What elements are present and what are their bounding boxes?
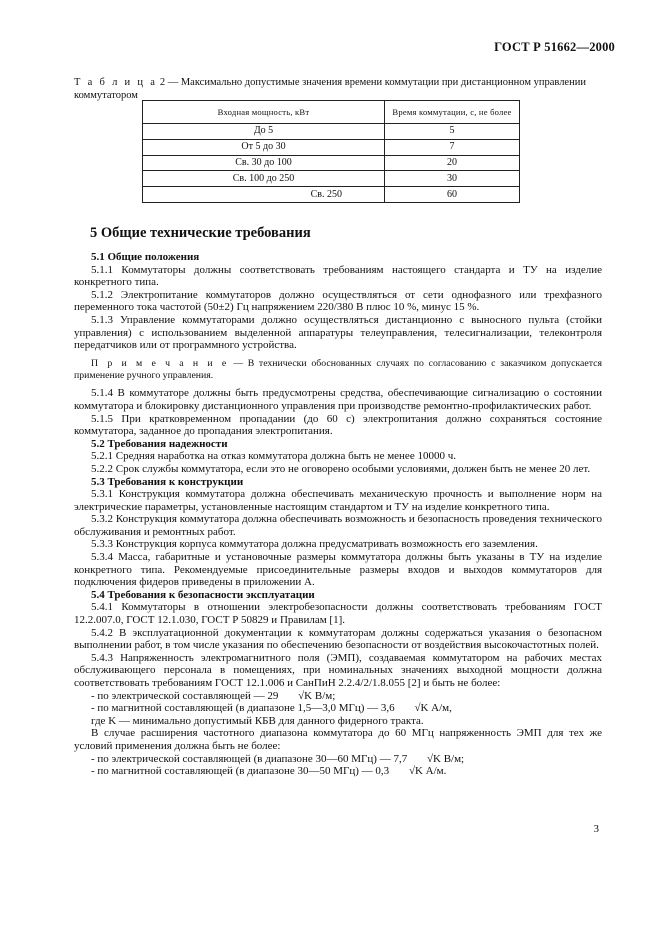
section-title: 5 Общие технические требования [90, 225, 311, 241]
list-item [74, 765, 602, 778]
list-item-unit: А/м, [428, 702, 452, 715]
table-row [143, 155, 520, 171]
list-item [74, 753, 602, 766]
list-item-text: - по электрической составляющей (в диапазоне 30—60 МГц) — 7,7 [91, 752, 410, 765]
body-text [74, 251, 602, 778]
table-caption [74, 77, 594, 102]
list-item [74, 690, 602, 703]
col-header-power: Входная мощность, кВт [143, 101, 385, 124]
cell-power: Св. 250 [143, 187, 385, 203]
paragraph: 5.1.2 Электропитание коммутаторов должно осуществляться от сети однофазного или трехфазного переменного тока частотой (50±2) Гц напряжением 220/380 В плюс 10 %, минус 15 %. [74, 288, 602, 314]
switching-time-table [142, 100, 520, 203]
paragraph: 5.3.3 Конструкция корпуса коммутатора должна предусматривать возможность его заземления. [91, 538, 538, 551]
list-item-text: - по электрической составляющей — 29 [91, 689, 282, 702]
cell-time: 60 [385, 187, 520, 203]
paragraph: 5.3.1 Конструкция коммутатора должна обеспечивать механическую прочность и выполнение норм на электрические параметры, установленные настоящим стандартом и ТУ на изделие конкретного типа. [74, 488, 602, 513]
list-item-unit: В/м; [312, 689, 336, 702]
subsection-heading: 5.3 Требования к конструкции [91, 475, 244, 488]
sqrt-k-formula: √K [426, 752, 441, 765]
list-item-unit: В/м; [440, 752, 465, 765]
table-caption-text: 2 — Максимально допустимые значения времени коммутации при дистанционном управлении коммутатором [74, 77, 586, 101]
cell-time: 20 [385, 155, 520, 171]
cell-time: 5 [385, 124, 520, 140]
paragraph: 5.1.3 Управление коммутаторами должно осуществляться дистанционно с выносного пульта (стойки управления) с использованием выделенной аппаратуры телеуправления, телесигнализации, телеконтроля передатчиков или от программного устройства. [74, 313, 602, 352]
list-item-text: - по магнитной составляющей (в диапазоне 30—50 МГц) — 0,3 [91, 765, 392, 778]
col-header-time: Время коммутации, с, не более [385, 101, 520, 124]
paragraph: 5.3.4 Масса, габаритные и установочные размеры коммутатора должны быть указаны в ТУ на изделие конкретного типа. Рекомендуемые присоединительные размеры входов и выходов коммутаторов для подключения фидеров приведены в приложении А. [74, 551, 602, 589]
cell-time: 7 [385, 139, 520, 155]
subsection-heading: 5.4 Требования к безопасности эксплуатации [91, 588, 315, 601]
subsection-heading: 5.2 Требования надежности [91, 437, 228, 450]
paragraph: 5.1.5 При кратковременном пропадании (до 60 с) электропитания должно сохраняться состояние коммутатора, заданное до пропадания электропитания. [74, 412, 602, 438]
paragraph: В случае расширения частотного диапазона коммутатора до 60 МГц напряженность ЭМП для тех же условий применения должна быть не более: [74, 727, 602, 752]
cell-power: Св. 100 до 250 [143, 171, 385, 187]
cell-power: До 5 [143, 124, 385, 140]
sqrt-k-formula: √K [414, 702, 429, 715]
paragraph: 5.1.4 В коммутаторе должны быть предусмотрены средства, обеспечивающие сигнализацию о состоянии коммутатора и блокировку дистанционного управления при производстве ремонтно-профилактических работ. [74, 387, 602, 412]
table-row [143, 139, 520, 155]
sqrt-k-formula: √K [408, 765, 423, 778]
cell-power: От 5 до 30 [143, 139, 385, 155]
paragraph: 5.2.2 Срок службы коммутатора, если это не оговорено особыми условиями, должен быть не менее 20 лет. [91, 462, 591, 475]
paragraph: 5.3.2 Конструкция коммутатора должна обеспечивать возможность и безопасность проведения технического обслуживания и ремонтных работ. [74, 513, 602, 538]
page-number: 3 [593, 823, 599, 835]
table-row [143, 124, 520, 140]
list-item [74, 702, 602, 715]
subsection-heading: 5.1 Общие положения [91, 251, 200, 263]
document-header-id: ГОСТ Р 51662—2000 [494, 40, 615, 54]
list-item-unit: А/м. [422, 765, 447, 778]
paragraph: 5.2.1 Средняя наработка на отказ коммутатора должна быть не менее 10000 ч. [91, 450, 456, 463]
table-header-row [143, 101, 520, 124]
cell-power: Св. 30 до 100 [143, 155, 385, 171]
table-row [143, 171, 520, 187]
sqrt-k-formula: √K [298, 689, 313, 702]
paragraph: 5.1.1 Коммутаторы должны соответствовать требованиям настоящего стандарта и ТУ на изделие конкретного типа. [74, 263, 602, 289]
paragraph: где K — минимально допустимый КБВ для данного фидерного тракта. [91, 714, 424, 727]
table-caption-label: Т а б л и ц а [74, 77, 158, 88]
cell-time: 30 [385, 171, 520, 187]
note-text: — В технически обоснованных случаях по согласованию с заказчиком допускается применение ручного управления. [74, 357, 602, 381]
list-item-text: - по магнитной составляющей (в диапазоне 1,5—3,0 МГц) — 3,6 [91, 702, 398, 715]
paragraph: 5.4.1 Коммутаторы в отношении электробезопасности должны соответствовать требованиям ГОСТ 12.2.007.0, ГОСТ 12.1.030, ГОСТ Р 50829 и Правилам [1]. [74, 601, 602, 627]
note-label: П р и м е ч а н и е [91, 357, 229, 369]
table-row [143, 187, 520, 203]
note [74, 358, 602, 382]
paragraph: 5.4.3 Напряженность электромагнитного поля (ЭМП), создаваемая коммутатором на рабочих местах обслуживающего персонала в помещениях, при номинальных значениях выходной мощности должна соответствовать требованиям ГОСТ 12.1.006 и СанПиН 2.2.4/2/1.8.055 [2] и быть не более: [74, 651, 602, 689]
paragraph: 5.4.2 В эксплуатационной документации к коммутаторам должны содержаться указания о безопасном выполнении работ, в том числе указания по обеспечению безопасности от воздействия высокочастотных полей. [74, 626, 602, 652]
